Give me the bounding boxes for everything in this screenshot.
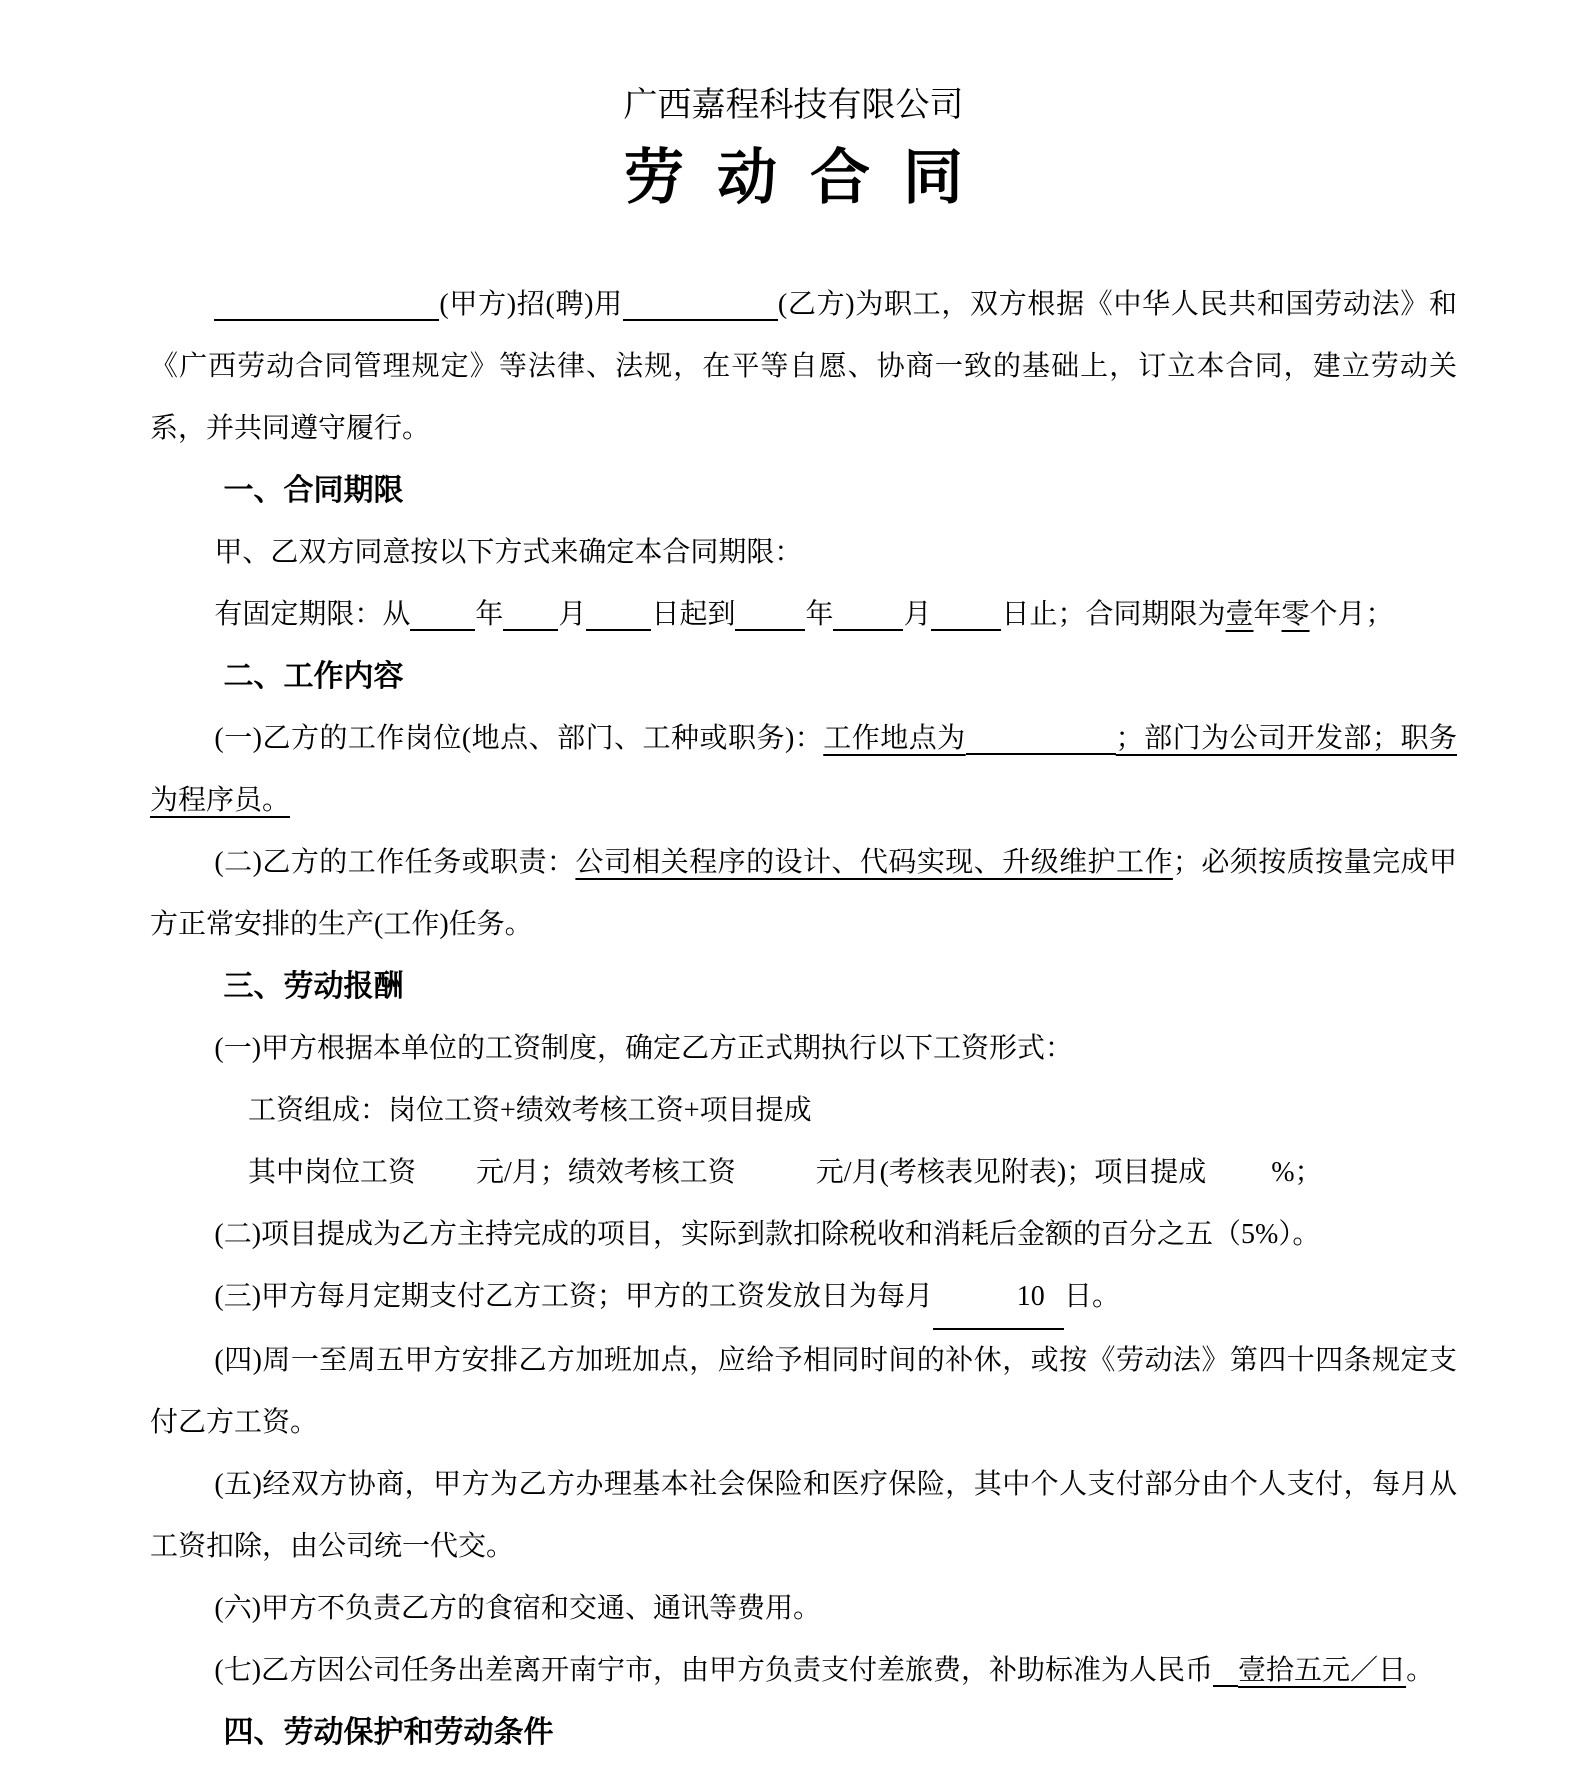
duration-months-value: 零 (1281, 599, 1310, 630)
day-from-label: 日起到 (651, 599, 736, 630)
fixed-term-line (150, 584, 1457, 646)
party-b-blank (623, 288, 778, 321)
work-duty-filled: 公司相关程序的设计、代码实现、升级维护工作 (575, 847, 1173, 878)
work-location-label: 工作地点为 (823, 723, 966, 754)
performance-salary-unit: 元/月(考核表见附表)；项目提成 (815, 1157, 1207, 1188)
department-position-text: ；部门为公司开发部；职务为程序员。 (150, 723, 1457, 816)
pay-day-value: 10 (933, 1266, 1064, 1330)
expenses-item: (六)甲方不负责乙方的食宿和交通、通讯等费用。 (214, 1593, 822, 1624)
section-1-intro-line: 甲、乙双方同意按以下方式来确定本合同期限： (214, 537, 803, 568)
day-to-label: 日止；合同期限为 (1001, 599, 1226, 630)
salary-form-item: (一)甲方根据本单位的工资制度，确定乙方正式期执行以下工资形式： (214, 1033, 1074, 1064)
end-year-blank (735, 598, 805, 631)
year-to-label: 年 (805, 599, 834, 630)
work-position-item (150, 708, 1457, 832)
end-day-blank (931, 598, 1001, 631)
commission-item: (二)项目提成为乙方主持完成的项目，实际到款扣除税收和消耗后金额的百分之五（5%）。 (214, 1219, 1321, 1250)
start-year-blank (410, 598, 475, 631)
month-to-label: 月 (903, 599, 932, 630)
intro-text-2: (乙方)为职工，双方根据《中华人民共和国劳动法》和《广西劳动合同管理规定》等法律、法规，在平等自愿、协商一致的基础上，订立本合同，建立劳动关系，并共同遵守履行。 (150, 289, 1457, 444)
intro-paragraph (150, 274, 1457, 460)
work-position-lead: (一)乙方的工作岗位(地点、部门、工种或职务)： (214, 723, 824, 754)
document-title: 劳动合同 (624, 144, 996, 211)
salary-detail-line (150, 1142, 1457, 1204)
section-4-heading: 四、劳动保护和劳动条件 (223, 1716, 554, 1749)
travel-allowance-blank (1213, 1654, 1238, 1687)
company-name: 广西嘉程科技有限公司 (623, 87, 964, 124)
base-salary-unit: 元/月；绩效考核工资 (476, 1157, 736, 1188)
section-2-heading: 二、工作内容 (223, 660, 404, 693)
fixed-term-prefix: 有固定期限：从 (214, 599, 411, 630)
intro-text-1: (甲方)招(聘)用 (439, 289, 623, 320)
duration-year-unit: 年 (1253, 599, 1282, 630)
salary-composition-line: 工资组成：岗位工资+绩效考核工资+项目提成 (248, 1095, 812, 1126)
travel-allowance-value: 壹拾五元／日 (1238, 1655, 1407, 1686)
overtime-item: (四)周一至周五甲方安排乙方加班加点，应给予相同时间的补休，或按《劳动法》第四十四条规定支付乙方工资。 (150, 1345, 1457, 1438)
work-location-blank (966, 722, 1116, 755)
work-duty-lead: (二)乙方的工作任务或职责： (214, 847, 576, 878)
work-duty-item (150, 832, 1457, 956)
base-salary-label: 其中岗位工资 (248, 1157, 417, 1188)
year-from-label: 年 (475, 599, 504, 630)
work-duty-rest: ；必须按质按量完成甲方正常安排的生产(工作)任务。 (150, 847, 1457, 940)
contract-body (150, 274, 1457, 1764)
travel-allowance-tail: 。 (1406, 1655, 1435, 1686)
start-day-blank (586, 598, 651, 631)
pay-day-tail: 日。 (1064, 1281, 1121, 1312)
commission-unit: %； (1271, 1157, 1323, 1188)
duration-month-unit: 个月； (1309, 599, 1394, 630)
month-from-label: 月 (558, 599, 587, 630)
section-3-heading: 三、劳动报酬 (223, 970, 404, 1003)
travel-allowance-lead: (七)乙方因公司任务出差离开南宁市，由甲方负责支付差旅费，补助标准为人民币 (214, 1655, 1214, 1686)
start-month-blank (503, 598, 558, 631)
pay-day-item (150, 1266, 1457, 1330)
party-a-blank (214, 288, 439, 321)
end-month-blank (833, 598, 903, 631)
section-1-heading: 一、合同期限 (223, 474, 404, 507)
duration-years-value: 壹 (1225, 599, 1254, 630)
insurance-item: (五)经双方协商，甲方为乙方办理基本社会保险和医疗保险，其中个人支付部分由个人支付，每月从工资扣除，由公司统一代交。 (150, 1469, 1457, 1562)
pay-day-lead: (三)甲方每月定期支付乙方工资；甲方的工资发放日为每月 (214, 1281, 934, 1312)
travel-allowance-item (150, 1640, 1457, 1702)
